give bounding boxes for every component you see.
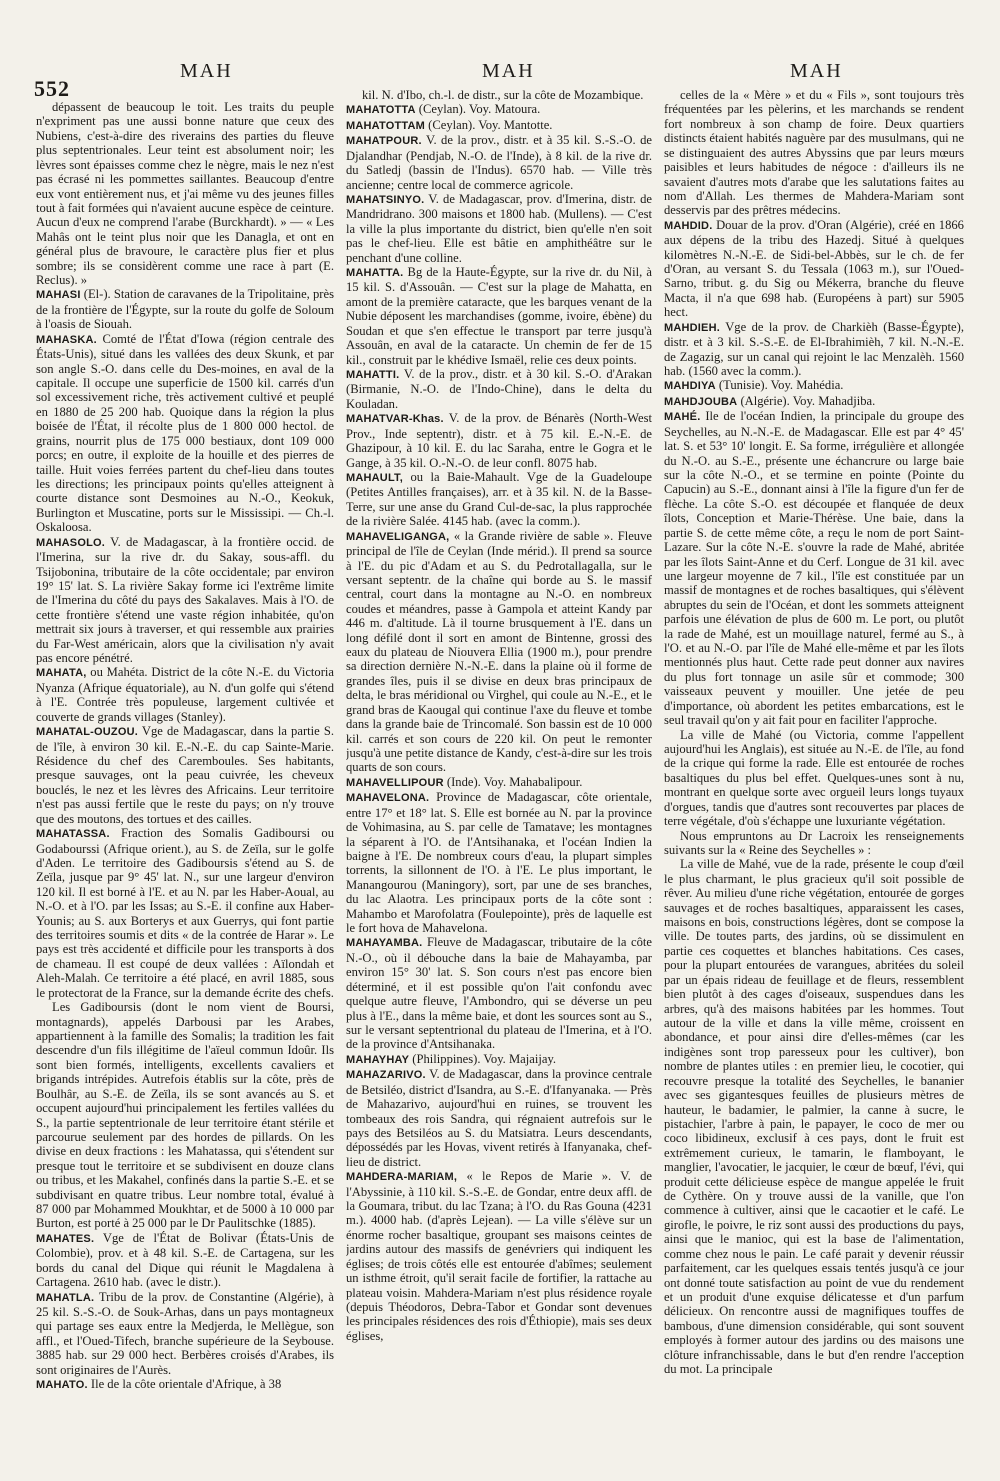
entry-text: Nous empruntons au Dr Lacroix les renseignements suivants sur la « Reine des Seychelles » :: [664, 828, 964, 857]
dictionary-entry: [346, 1067, 652, 1169]
running-head-center: MAH: [482, 60, 535, 82]
entry-headword: MAHATOTTAM: [346, 119, 425, 132]
dictionary-entry: [346, 118, 652, 133]
entry-headword: MAHDID.: [664, 219, 713, 232]
text-paragraph: [346, 88, 652, 102]
entry-headword: MAHDIYA: [664, 380, 716, 393]
dictionary-entry: [36, 1290, 334, 1378]
dictionary-entry: [346, 133, 652, 192]
entry-text: celles de la « Mère » et du « Fils », sont toujours très fréquentées par les pèlerins, et les marchands se rendent fort nombreux à son champ de foire. Deux quartiers distincts étaient habités naguère par des musulmans, qui ne se distinguaient des autres Abyssins que par leurs mœurs paisibles et leurs habitudes de négoce : d'ailleurs ils ne savaient d'autres mots d'arabe que les salutations faites au nom d'Allah. Les thermes de Mahdera-Mariam sont desservis par des prêtres médecins.: [664, 88, 964, 218]
entry-text: Bg de la Haute-Égypte, sur la rive dr. du Nil, à 15 kil. S. d'Assouân. — C'est sur la plage de Mahatta, en amont de la première cataracte, que les barques venant de la Nubie déposent les marchandises (gomme, ivoire, ébène) du Soudan et que s'en effectue le transport par terre jusqu'à Assouân, en aval de la cataracte. Un chemin de fer de 15 kil., construit par le khédive Ismaël, relie ces deux points.: [346, 265, 652, 367]
entry-headword: MAHASI: [36, 289, 81, 302]
dictionary-entry: [36, 1377, 334, 1392]
entry-text: La ville de Mahé (ou Victoria, comme l'appellent aujourd'hui les Anglais), est située au N.-E. de l'île, au fond de la crique qui forme la rade. Elle est entourée de roches basaltiques du plus bel effet. Quelques-unes sont à nu, montrant en quelque sorte avec orgueil leurs longs tuyaux d'orgues, tandis que d'autres sont recouvertes par places de terre végétale, d'où s'échappe une luxuriante végétation.: [664, 727, 964, 829]
entry-text: kil. N. d'Ibo, ch.-l. de distr., sur la côte de Mozambique.: [362, 88, 644, 102]
entry-headword: MAHAYHAY: [346, 1053, 410, 1066]
entry-headword: MAHATPOUR.: [346, 135, 422, 148]
entry-text: (Ceylan). Voy. Mantotte.: [428, 117, 553, 132]
entry-headword: MAHATA,: [36, 667, 87, 680]
entry-text: Vge de la prov. de Charkièh (Basse-Égypte), distr. et à 3 kil. S.-S.-E. de El-Ibrahimièh, 7 kil. N.-N.-E. de Zagazig, sur un canal qui rejoint le lac Menzalèh. 1560 hab. (1560 avec la comm.).: [664, 319, 964, 379]
entry-headword: MAHATVAR-Khas.: [346, 413, 444, 426]
entry-text: V. de Madagascar, dans la province centrale de Betsiléo, district d'Isandra, au S.-E. d'Ifanyanaka. — Près de Mahazarivo, aujourd'hui en ruines, se trouvent les tombeaux des rois Sandra, qui régnaient autrefois sur le pays des Betsiléos au S. du Matsiatra. Leurs descendants, dépossédés par les Hovas, vivent retirés à Ifanyanaka, chef-lieu de district.: [346, 1067, 652, 1169]
entry-text: « la Grande rivière de sable ». Fleuve principal de l'île de Ceylan (Inde mérid.). Il prend sa source à l'E. du pic d'Adam et au S. du Pedrotallagalla, sur le versant septentr. de la chaîne qui borde au S. le massif central, court dans la montagne au N.-O. en nombreux coudes et méandres, passe à Gampola et atteint Kandy par 446 m. d'altitude. Là il tourne brusquement à l'E. dans un long défilé dont il sort en amont de Bintenne, grossi des eaux du plateau de Niouvera Ellia (1900 m.), pour prendre sa direction dernière N.-N.-E. dans la plaine où il forme de grandes îles, puis il se divise en deux bras principaux de delta, le bras méridional ou Virghel, qui coule au N.-E., et le grand bras de Kaougal qui continue l'axe du fleuve et tombe dans la grande baie de Trincomalé. Son bassin est de 10 000 kil. carrés et son cours de 220 kil. On peut le remonter jusqu'à une petite distance de Kandy, c'est-à-dire sur les trois quarts de son cours.: [346, 528, 652, 775]
entry-text: (Tunisie). Voy. Mahédia.: [718, 378, 844, 393]
entry-text: V. de la prov., distr. et à 35 kil. S.-S.-O. de Djalandhar (Pendjab, N.-O. de l'Inde), à 8 kil. de la rive dr. du Satledj (bassin de l'Indus). 6570 hab. — Ville très ancienne; centre local de commerce agricole.: [346, 133, 652, 192]
text-paragraph: [36, 1000, 334, 1231]
entry-text: ou la Baie-Mahault. Vge de la Guadeloupe (Petites Antilles françaises), arr. et à 35 kil. N. de la Basse-Terre, sur une anse du Grand Cul-de-sac, la plus rapprochée de la rivière Salée. 4145 hab. (avec la comm.).: [346, 469, 652, 529]
dictionary-entry: [346, 102, 652, 117]
dictionary-entry: [36, 535, 334, 666]
entry-text: V. de Madagascar, à la frontière occid. de l'Imerina, sur la rive dr. du Sakay, sous-affl. du Tsijobonina, tributaire de la côte occidentale; par environ 19° 15' lat. S. La rivière Sakay forme ici l'extrême limite de l'Imerina du côté du pays des Sakalaves. Mais à l'O. de cette frontière s'étend une vaste région inhabitée, qu'on mettrait six jours à traverser, et qui ressemble aux prairies du Far-West américain, alors que la civilisation n'y avait pas encore pénétré.: [36, 534, 334, 666]
entry-headword: MAHDJOUBA: [664, 395, 738, 408]
entry-headword: MAHAVELLIPOUR: [346, 776, 444, 789]
text-paragraph: [664, 728, 964, 829]
dictionary-entry: [346, 1052, 652, 1067]
entry-headword: MAHATTI.: [346, 369, 400, 382]
entry-text: Ile de la côte orientale d'Afrique, à 38: [90, 1377, 282, 1392]
dictionary-entry: [36, 287, 334, 331]
dictionary-entry: [664, 409, 964, 727]
dictionary-entry: [664, 218, 964, 320]
entry-text: La ville de Mahé, vue de la rade, présente le coup d'œil le plus charmant, le plus gracieux qu'il soit possible de rêver. Au milieu d'une riche végétation, entourée de gorges sauvages et de roches basaltiques, apparaissent les cases, maisons en bois, constructions légères, dont se compose la ville. De toutes parts, des jardins, où se dissimulent en partie ces coquettes et blanches habitations. Ces cases, pour la plupart entourées de varangues, abritées du soleil par un épais rideau de feuillage et de fleurs, ressemblent bien plutôt à des cages d'oiseaux, suspendues dans les arbres, qu'à des maisons habitées par les hommes. Tout autour de la ville et dans la ville même, croissent en abondance, et pour ainsi dire d'elles-mêmes (car les indigènes sont trop paresseux pour les cultiver), bon nombre de plantes utiles : en premier lieu, le cocotier, qui recouvre presque la totalité des Seychelles, le bananier avec ses gigantesques feuilles de plusieurs mètres de hauteur, le badamier, le palmier, la canne à sucre, le pistachier, l'arbre à pain, le papayer, le coco de mer ou coco libidineux, exclusif à ces pays, dont le fruit est extrêmement curieux, le tamarin, le flamboyant, le manglier, l'avocatier, le jacquier, le cœur de bœuf, l'évi, qui produit cette délicieuse espèce de mangue appelée le fruit de Cythère. On y trouve aussi de la vanille, que l'on commence à cultiver, ainsi que le cacaotier et le café. Le girofle, le poivre, le riz sont aussi des productions du pays, ainsi que le manioc, qui est la base de l'alimentation, comme chez nous le pain. Le café parait y devenir réussir parfaitement, car les quelques essais tentés jusqu'à ce jour ont donné toute satisfaction au point de vue du rendement et un produit d'une exquise délicatesse et d'un parfum délicieux. On rencontre aussi de magnifiques touffes de bambous, d'une dimension considérable, qui sont souvent employés à former autour des jardins ou des maisons une clôture infranchissable, dans le but d'en rendre l'acception du mot. La principale: [664, 857, 964, 1377]
entry-text: (Ceylan). Voy. Matoura.: [418, 102, 541, 117]
entry-headword: MAHAULT,: [346, 471, 403, 484]
entry-headword: MAHATES.: [36, 1232, 95, 1245]
entry-text: V. de la prov. de Bénarès (North-West Prov., Inde septentr), distr. et à 75 kil. E.-N.-E. de Ghazipour, à 10 kil. E. du lac Saraha, entre le Gogra et le Gange, à 35 kil. O.-N.-O. de leur confl. 8075 hab.: [346, 411, 652, 470]
running-head-right: MAH: [790, 60, 843, 82]
dictionary-entry: [346, 935, 652, 1051]
entry-headword: MAHATLA.: [36, 1291, 95, 1304]
dictionary-entry: [36, 826, 334, 1000]
entry-headword: MAHDERA-MARIAM,: [346, 1171, 458, 1184]
dictionary-entry: [346, 265, 652, 367]
text-paragraph: [664, 829, 964, 858]
entry-text: (Algérie). Voy. Mahadjiba.: [740, 393, 876, 408]
column-2: [346, 88, 652, 1426]
entry-headword: MAHASKA.: [36, 333, 97, 346]
entry-headword: MAHATAL-OUZOU.: [36, 726, 138, 739]
entry-headword: MAHAVELIGANGA,: [346, 530, 450, 543]
dictionary-entry: [664, 394, 964, 409]
dictionary-entry: [346, 775, 652, 790]
entry-text: Vge de l'État de Bolivar (États-Unis de Colombie), prov. et à 48 kil. S.-E. de Cartagena, sur les bords du canal del Dique qui réunit le Magdalena à Cartagena. 2610 hab. (avec le distr.).: [36, 1230, 334, 1290]
dictionary-entry: [36, 332, 334, 535]
entry-text: (Inde). Voy. Mahabalipour.: [446, 774, 583, 789]
text-paragraph: [664, 857, 964, 1376]
entry-text: Vge de Madagascar, dans la partie S. de l'île, à environ 30 kil. E.-N.-E. du cap Sainte-Marie. Résidence du chef des Caremboules. Ses habitants, presque sauvages, ont la peau cuivrée, les cheveux bouclés, le nez et les lèvres des Africains. Leur territoire n'est pas aussi fertile que le reste du pays; on n'y trouve que des moutons, des tortues et des cailles.: [36, 724, 334, 826]
entry-headword: MAHASOLO.: [36, 536, 106, 549]
entry-headword: MAHATASSA.: [36, 828, 110, 841]
entry-text: dépassent de beaucoup le toit. Les traits du peuple n'expriment pas une aussi bonne nature que ceux des Nubiens, c'est-à-dire des riverains des parties du fleuve plus septentrionales. Leur teint est absolument noir; les lèvres sont épaisses comme chez le nègre, mais le nez n'est pas écrasé ni les pommettes saillantes. Beaucoup d'entre eux vont entièrement nus, et j'ai même vu des jeunes filles tout à fait formées qui n'avaient aucune espèce de ceinture. Aucun d'eux ne comprend l'arabe (Burckhardt). » — « Les Mahâs ont le teint plus noir que les Danagla, et ont en général plus de bravoure, le caractère plus fier et plus sombre; ils se considèrent comme une race à part (E. Reclus). »: [36, 100, 334, 288]
page-number: 552: [34, 76, 70, 101]
entry-headword: MAHATSINYO.: [346, 193, 425, 206]
text-paragraph: [36, 100, 334, 287]
entry-text: Douar de la prov. d'Oran (Algérie), créé en 1866 aux dépens de la tribu des Hazedj. Situé à quelques kilomètres N.-N.-E. de Sidi-bel-Abbès, sur le ch. de fer d'Oran, au versant S. du Tessala (1063 m.), sur l'Oued-Sarno, tribut. g. du Sig ou Mékerra, branche du fleuve Macta, il n'a que 698 hab. (Européens à part) sur 5905 hect.: [664, 217, 964, 320]
entry-headword: MAHÉ.: [664, 411, 701, 424]
dictionary-entry: [36, 665, 334, 724]
entry-headword: MAHATTA.: [346, 267, 404, 280]
entry-headword: MAHAVELONA.: [346, 792, 430, 805]
entry-text: V. de la prov., distr. et à 30 kil. S.-O. d'Arakan (Birmanie, N.-O. de l'Indo-Chine), dans le delta du Kouladan.: [346, 367, 652, 411]
entry-text: Ile de l'océan Indien, la principale du groupe des Seychelles, au N.-N.-E. de Madagascar. Elle est par 4° 45' lat. S. et 53° 10' longit. E. Sa forme, irrégulière et allongée du N.-O. au S.-E., présente une échancrure ou large baie sur la côte N.-O., et se termine en pointe (Pointe du Capucin) au S.-E., donnant ainsi à l'île la figure d'un fer de flèche. La côte S.-O. est découpée et flanquée de deux îlots, Conception et Marie-Thérèse. Une baie, dans la partie S. de cette même côte, a reçu le nom de port Saint-Lazare. Sur la côte N.-E. s'ouvre la rade de Mahé, abritée par les îlots Saint-Anne et du Cerf. Longue de 31 kil. avec une largeur moyenne de 7 kil., l'île est constituée par un massif de montagnes et de roches basaltiques, qui s'élèvent abruptes du sein de l'Océan, et dont les sommets atteignent parfois une élévation de plus de 600 m. Le port, ou plutôt la rade de Mahé, est un mouillage naturel, fermé au S., à l'O. et au N.-O. par l'île de Mahé elle-même et par les îlots mentionnés plus haut. Cette rade peut donner aux navires du plus fort tonnage un asile sûr et commode; 300 vaisseaux peuvent y mouiller. Une jetée de peu d'importance, où abordent les petites embarcations, est le seul travail qu'on y ait fait pour en faciliter l'approche.: [664, 409, 964, 728]
dictionary-entry: [346, 529, 652, 775]
entry-headword: MAHATOTTA: [346, 104, 416, 117]
dictionary-entry: [346, 1169, 652, 1343]
entry-text: Fleuve de Madagascar, tributaire de la côte N.-O., où il débouche dans la baie de Mahayamba, par environ 15° 30' lat. S. Son cours n'est pas encore bien déterminé, et il est possible qu'on l'ait confondu avec quelque autre fleuve, l'Ambondro, qui se déverse un peu plus à l'E., dans la même baie, et dont les sources sont au S., sur le versant septentrional du plateau de l'Imerina, et à l'O. de la province d'Antsihanaka.: [346, 935, 652, 1052]
entry-text: Tribu de la prov. de Constantine (Algérie), à 25 kil. S.-S.-O. de Souk-Arhas, dans un pays montagneux qui partage ses eaux entre la Medjerda, le Mellègue, son affl., et l'Oued-Tifech, branche supérieure de la Seybouse. 3885 hab. sur 29 000 hect. Berbères croisés d'Arabes, ils sont originaires de l'Aurès.: [36, 1289, 334, 1377]
dictionary-entry: [346, 470, 652, 529]
entry-text: Fraction des Somalis Gadiboursi ou Godabourssi (Afrique orient.), au S. de Zeïla, sur le golfe d'Aden. Le territoire des Gadiboursis s'étend au S. de Zeïla, jusque par 9° 45' lat. N., sur une largeur d'environ 120 kil. Il est borné à l'E. et au N. par les Haber-Aoual, au N.-O. et à l'O. par les Issas; au S.-E. il confine aux Haber-Younis; au S. aux Borterys et aux Guerrys, qui font partie des territoires soumis et dits « de la contrée de Harar ». Le pays est très accidenté et difficile pour les transports à dos de chameau. Il est coupé de deux vallées : Aïlondah et Aleh-Malah. Ce territoire a été placé, en avril 1885, sous le protectorat de la France, sur la demande écrite des chefs.: [36, 826, 334, 1000]
running-head-left: MAH: [180, 60, 233, 82]
entry-headword: MAHAZARIVO.: [346, 1069, 426, 1082]
entry-text: « le Repos de Marie ». V. de l'Abyssinie, à 110 kil. S.-S.-E. de Gondar, entre deux affl. de la Goumara, tribut. du lac Tzana; à l'O. du Ras Gouna (4231 m.). 4000 hab. (d'après Lejean). — La ville s'élève sur un énorme rocher basaltique, groupant ses maisons ceintes de jardins autour des massifs de genévriers qui indiquent les églises; de trois côtés elle est entourée d'abîmes; seulement un isthme étroit, qu'il serait facile de fortifier, la rattache au plateau voisin. Mahdera-Mariam n'est plus résidence royale (depuis Théodoros, Debra-Tabor et Gondar sont devenues les principales résidences des rois d'Éthiopie), mais ses deux églises,: [346, 1169, 652, 1343]
entry-text: (Philippines). Voy. Majaijay.: [412, 1051, 557, 1066]
column-1: [36, 100, 334, 1452]
dictionary-entry: [664, 320, 964, 379]
dictionary-entry: [36, 724, 334, 826]
entry-text: Province de Madagascar, côte orientale, entre 17° et 18° lat. S. Elle est bornée au N. par la province de Vohimasina, au S. par celle de Tamatave; les montagnes la séparent à l'O. de l'Antsihanaka, et l'océan Indien la baigne à l'E. De nombreux cours d'eau, la plupart simples torrents, la sillonnent de l'O. à l'E. Le plus important, le Manangourou (Maningory), sort, par une de ses branches, du lac Alaotra. Les principaux ports de la côte sont : Mahambo et Marofolatra (Foulepointe), près de laquelle est le fort hova de Mahavelona.: [346, 790, 652, 936]
dictionary-entry: [346, 192, 652, 265]
dictionary-entry: [346, 790, 652, 935]
dictionary-entry: [664, 378, 964, 393]
dictionary-entry: [346, 411, 652, 470]
dictionary-entry: [346, 367, 652, 411]
entry-text: Les Gadiboursis (dont le nom vient de Boursi, montagnards), appelés Darbousi par les Arabes, appartiennent à la famille des Somalis; la tradition les fait descendre d'un fils illégitime de l'aïeul commun Idoûr. Ils sont bien formés, intelligents, excellents cavaliers et brigands intrépides. Autrefois établis sur la côte, près de Boulhâr, au S.-E. de Zeïla, ils se sont avancés au S. et occupent aujourd'hui principalement les fertiles vallées du S., la partie septentrionale de leur territoire étant stérile et parcourue seulement par des hordes de pillards. On les divise en deux fractions : les Mahatassa, qui s'étendent sur presque tout le territoire et se subdivisent en douze clans ou tribus, et les Makahel, confinés dans la partie S.-E. et se subdivisant en quatre tribus. Leur nombre total, évalué à 87 000 par Mohammed Moukhtar, et de 5000 à 10 000 par Burton, est porté à 25 000 par le Dr Paulitschke (1885).: [36, 1000, 334, 1231]
dictionary-entry: [36, 1231, 334, 1290]
column-3: [664, 88, 964, 1426]
entry-text: (El-). Station de caravanes de la Tripolitaine, près de la frontière de l'Égypte, sur la route du golfe de Soloum à l'oasis de Siouah.: [36, 287, 334, 332]
entry-headword: MAHAYAMBA.: [346, 937, 423, 950]
entry-headword: MAHATO.: [36, 1379, 88, 1392]
entry-headword: MAHDIEH.: [664, 321, 720, 334]
entry-text: Comté de l'État d'Iowa (région centrale des États-Unis), situé dans les vallées des deux Skunk, et par son angle S.-O. dans celle du Des-moines, en aval de la capitale. Il occupe une superficie de 1500 kil. carrés d'un sol excessivement riche, très activement cultivé et peuplé en 1880 de 25 200 hab. Quoique dans la région la plus boisée de l'État, il récolte plus de 1 800 000 hectol. de grains, nourrit plus de 175 000 bestiaux, dont 109 000 porcs; en outre, il exploite de la houille et des pierres de taille. Huit voies ferrées partent du chef-lieu dans toutes les directions; les principaux points qu'elles atteignent à courte distance sont Desmoines au N.-O., Keokuk, Burlington et Muscatine, ports sur le Mississipi. — Ch.-l. Oskaloosa.: [36, 331, 334, 535]
entry-text: ou Mahéta. District de la côte N.-E. du Victoria Nyanza (Afrique équatoriale), au N. d'un golfe qui s'étend à l'E. Contrée très populeuse, largement cultivée et couverte de grands villages (Stanley).: [36, 665, 334, 724]
entry-text: V. de Madagascar, prov. d'Imerina, distr. de Mandridrano. 300 maisons et 1800 hab. (Mullens). — C'est la ville la plus importante du district, bien qu'elle n'en soit pas le chef-lieu. Elle est bâtie en amphithéâtre sur le penchant d'une colline.: [346, 191, 652, 265]
text-paragraph: [664, 88, 964, 218]
